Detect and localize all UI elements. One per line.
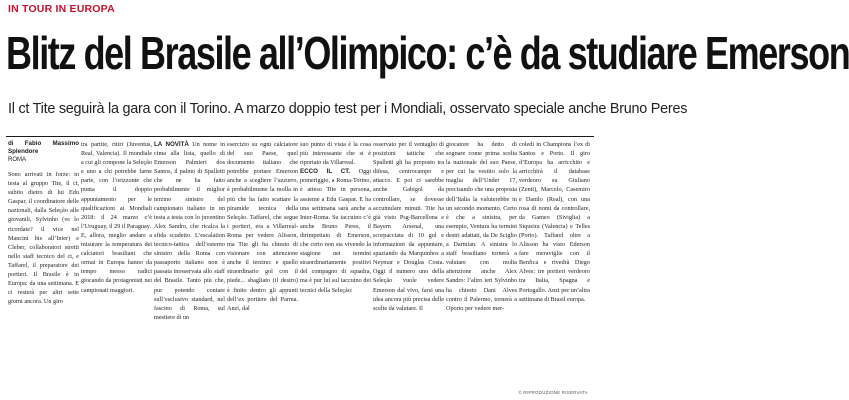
body-paragraph: coledi in Champions l’ex di Santos e Porto. Il giro d’Europa ha arricchito e arricchirà il database verdeoro su Giuliano (Zenit), Marcelo, Casemiro e Danilo (Real), con una rosa di nomi da controllare, da Gameo (Siviglia) a Siqueira (Valencia) e Telles (Porto). Taffarel oltre a Alisson ha visto Ederson fare meraviglie con il Benfica e rivedrà Diego Alves: tre portieri verdeoro tra Italia, Spagna e Portogallo. Anzi per un’altra settimana di Brasil europa. bbox=[519, 141, 590, 303]
body-paragraph bbox=[300, 167, 371, 294]
body-text: Oggi pomeriggio, a Roma-Torino, è atteso Tite in persona, assieme a Edu Gaspar. E ha una settimana sarà anche a Inter-Roma. Su taccuino c’è anche Bruno Peres, il dirimpettaio di Emerson, che certo non sta vivendo la stagione nei termini straordinariamente positivi del compagno di squadra, ma è pur lui sul taccuino dei tecnici della Seleção: bbox=[300, 168, 371, 294]
body-paragraph: Sono arrivati in forze: in testa al gruppo Tite, il ct, subito dietro di lui Edu Gaspar, il coordinatore delle nazionali, dalla Seleção alle giovanili, Sylvinho (ve lo ricordate? il vice nel Mancini bis all’Inter) e Cleber, collaboratori stretti nello staff tecnico del ct, e Taffarel, il preparatore dei portieri. Il Brasile è in Europa: da una settimana. E ci resterà per altri sette giorni ancora. Un giro bbox=[8, 171, 79, 306]
article-column-7 bbox=[446, 140, 517, 392]
section-lead-in: LA NOVITÀ bbox=[154, 141, 189, 148]
body-paragraph: E, allora, meglio andare a misurare la temperatura dei calciatori brasiliani che ormai in Europa hanno da tempo messo radici giocando da protagonisti nei campionati maggiori. bbox=[81, 231, 152, 294]
copyright-notice: © RIPRODUZIONE RISERVATA bbox=[518, 390, 588, 395]
article-column-5 bbox=[300, 140, 371, 392]
article-column-1 bbox=[8, 140, 79, 392]
headline-divider bbox=[6, 136, 594, 137]
article-subheadline: Il ct Tite seguirà la gara con il Torino. A marzo doppio test per i Mondiali, osservato speciale anche Bruno Peres bbox=[8, 101, 688, 117]
byline-author: di Fabio Massimo Splendore bbox=[8, 140, 79, 155]
section-kicker: IN TOUR IN EUROPA bbox=[8, 3, 115, 15]
article-column-6 bbox=[373, 140, 444, 392]
body-paragraph: esercizio su ogni calciatore del suo Paese, quel documento italiano che potrebbe portare Emerson anche a scegliere l’azzurro, è probabilmente la molla in più che ha fatto scattare la piramide tecnica della Seleção. Taffarel, che segue i portieri, era a Villarreal-Roma per vedere Alisson, ma Tite gli ha chiesto di visionare con attenzione anche il terzino: e quello straordinario gol con il piede... sbagliato (il destro) è finito dentro gli appunti dell’ex portiere del Parma. Anzi, dal bbox=[227, 141, 298, 312]
body-text: Un nome in cima alla lista, quello di Emerson Palmieri dos Santos, il palmo di Spalletti che ne ha fatto probabilmente il miglior terzino sinistro del campionato italiano in un testa a testa con lo juventino Alex Sandro, che ricalca la sfida scudetto. L’escalation tecnico-tattica dell’esterno sinistro della Roma con passaporto italiano non è passata inosservata allo staff del Brasile. Tanto più che, pur potendo contare sull’esclusivo standard, nel fascino di Roma, sul mestiere di un bbox=[154, 141, 225, 321]
byline-dateline: ROMA bbox=[8, 157, 26, 163]
article-column-4 bbox=[227, 140, 298, 392]
article-column-3 bbox=[154, 140, 225, 392]
body-paragraph: suo punto di vista è la cosa più interessante che si è riportato da Villarreal. bbox=[300, 141, 371, 167]
article-column-2 bbox=[81, 140, 152, 392]
body-paragraph: giocatore ha detto di sognare come prima scelta la nazionale del suo Paese, per cui ha vestito solo la maglia dell’Under 17, precisando che una proposta dell’Italia la valuterebbe in un secondo momento. Certo è che a sinistra, per esempio, Ventura ha termini destri adattati, da De Sciglio a Darmian. A sinistra lo staff brasiliano tornerà a valutare con molta attenzione anche Alex Sandro: l’altro ieri Sylvinho ha chiesto Dani Alves contro il Palermo, tornerà a Oporto per vedere mer- bbox=[446, 141, 517, 312]
article-column-8 bbox=[519, 140, 590, 380]
section-lead-in: ECCO IL CT. bbox=[300, 168, 351, 176]
article-headline: Blitz del Brasile all’Olimpico: c’è da studiare Emerson bbox=[6, 26, 849, 80]
body-paragraph: tra partite, ritiri (Juventus, Real, Valencia). Il mondiale a cui gli compone la Seleção e uno a chi potrebbe farne parte, con l’orizzonte che punta il doppio appuntamento per le qualificazioni ai Mondiali 2018: il 24 marzo c’è l’Uruguay, il 29 il Paraguay. bbox=[81, 141, 152, 230]
body-paragraph: osservato per il ventaglio di posizioni tattiche che Spalletti gli ha proposto tra difesa, centrocampo e attacco. E poi ci sarebbe anche Gabigol da controllare, se dovesse accumulare minuti. Tite ha già visto Psg-Barcellona e Bayern Arsenal, una scorpacciata di 10 gol e informazioni da appuntare, spaziando da Marquinhos a Neymar e Douglas Costa. Oggi il numero uno della Seleção vuole vedere Emerson dal vivo, farsi una idea ancora più precisa delle scelte da valutare. Il bbox=[373, 141, 444, 312]
body-paragraph bbox=[154, 140, 225, 322]
